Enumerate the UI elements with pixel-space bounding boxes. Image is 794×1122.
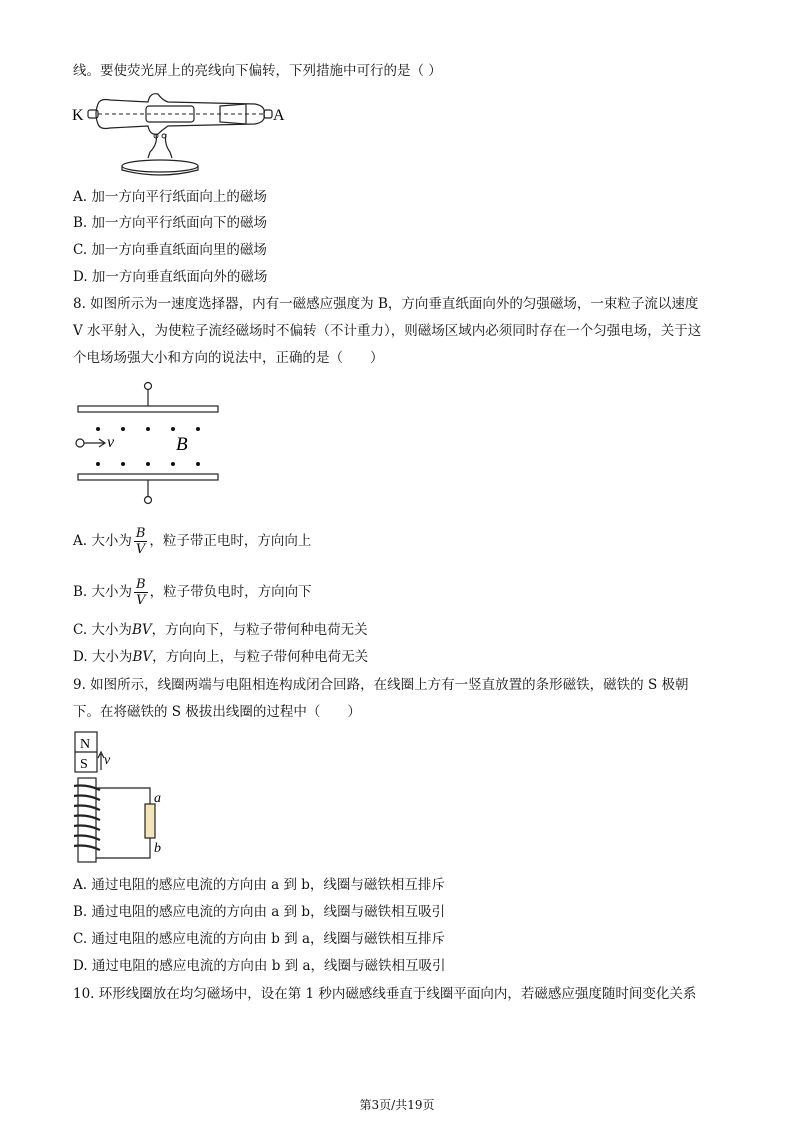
fraction-b-over-v	[134, 526, 148, 557]
label-v: v	[107, 434, 115, 451]
q8-option-d-prefix: D. 大小为	[73, 649, 133, 665]
q8-option-d-suffix: ，方向向上，与粒子带何种电荷无关	[152, 649, 369, 665]
q9-stem-line-2: 下。在将磁铁的 S 极拔出线圈的过程中（ ）	[73, 704, 361, 720]
label-S: S	[80, 757, 88, 772]
q8-option-b-prefix: B. 大小为	[73, 584, 133, 600]
q9-stem-line-1: 9. 如图所示，线圈两端与电阻相连构成闭合回路，在线圈上方有一竖直放置的条形磁铁，磁铁的 S 极朝	[73, 677, 689, 693]
cathode-ray-tube-figure	[70, 88, 300, 180]
label-K: K	[72, 107, 84, 124]
q10-stem-line: 10. 环形线圈放在均匀磁场中，设在第 1 秒内磁感线垂直于线圈平面向内，若磁感应强度随时间变化关系	[73, 986, 697, 1002]
label-B: B	[176, 434, 188, 455]
velocity-selector-figure	[70, 376, 230, 506]
magnet-coil-figure	[70, 730, 180, 866]
q8-option-b	[73, 577, 312, 608]
q7-option-d: D. 加一方向垂直纸面向外的磁场	[73, 269, 268, 285]
label-N: N	[80, 737, 91, 752]
q7-option-b: B. 加一方向平行纸面向下的磁场	[73, 215, 268, 231]
q9-option-b: B. 通过电阻的感应电流的方向由 a 到 b，线圈与磁铁相互吸引	[73, 904, 446, 920]
q8-option-b-suffix: ，粒子带负电时，方向向下	[149, 584, 312, 600]
fraction-denominator: V	[135, 542, 146, 557]
label-a: a	[154, 791, 161, 806]
q8-option-c-expr: BV	[131, 622, 152, 638]
q8-option-c-suffix: ，方向向下，与粒子带何种电荷无关	[151, 622, 368, 638]
fraction-numerator: B	[136, 577, 146, 592]
label-b: b	[154, 841, 161, 856]
q8-option-d	[73, 648, 368, 666]
q8-option-a	[73, 526, 311, 557]
fraction-numerator: B	[135, 526, 146, 541]
q8-option-c	[73, 621, 368, 639]
q9-option-c: C. 通过电阻的感应电流的方向由 b 到 a，线圈与磁铁相互排斥	[73, 931, 445, 947]
q8-option-d-expr: BV	[132, 649, 153, 665]
q7-option-c: C. 加一方向垂直纸面向里的磁场	[73, 242, 267, 258]
q8-stem-line-1: 8. 如图所示为一速度选择器，内有一磁感应强度为 B，方向垂直纸面向外的匀强磁场，一束粒子流以速度	[73, 296, 699, 312]
label-v: v	[104, 753, 111, 768]
q8-option-c-prefix: C. 大小为	[73, 622, 132, 638]
q8-stem-line-3: 个电场场强大小和方向的说法中，正确的是（ ）	[73, 350, 384, 366]
fraction-denominator: V	[136, 593, 146, 608]
fraction-b-over-v	[134, 577, 148, 608]
q7-stem: 线。要使荧光屏上的亮线向下偏转，下列措施中可行的是（ ）	[73, 63, 442, 79]
page-footer: 第3页/共19页	[359, 1098, 435, 1112]
q8-option-a-suffix: ，粒子带正电时，方向向上	[149, 533, 312, 549]
q9-option-a: A. 通过电阻的感应电流的方向由 a 到 b，线圈与磁铁相互排斥	[73, 877, 445, 893]
q7-option-a: A. 加一方向平行纸面向上的磁场	[73, 189, 267, 205]
q8-stem-line-2: V 水平射入，为使粒子流经磁场时不偏转（不计重力），则磁场区域内必须同时存在一个匀强电场，关于这	[73, 323, 702, 339]
q9-option-d: D. 通过电阻的感应电流的方向由 b 到 a，线圈与磁铁相互吸引	[73, 958, 446, 974]
q8-option-a-prefix: A. 大小为	[73, 533, 132, 549]
label-A: A	[273, 107, 285, 124]
